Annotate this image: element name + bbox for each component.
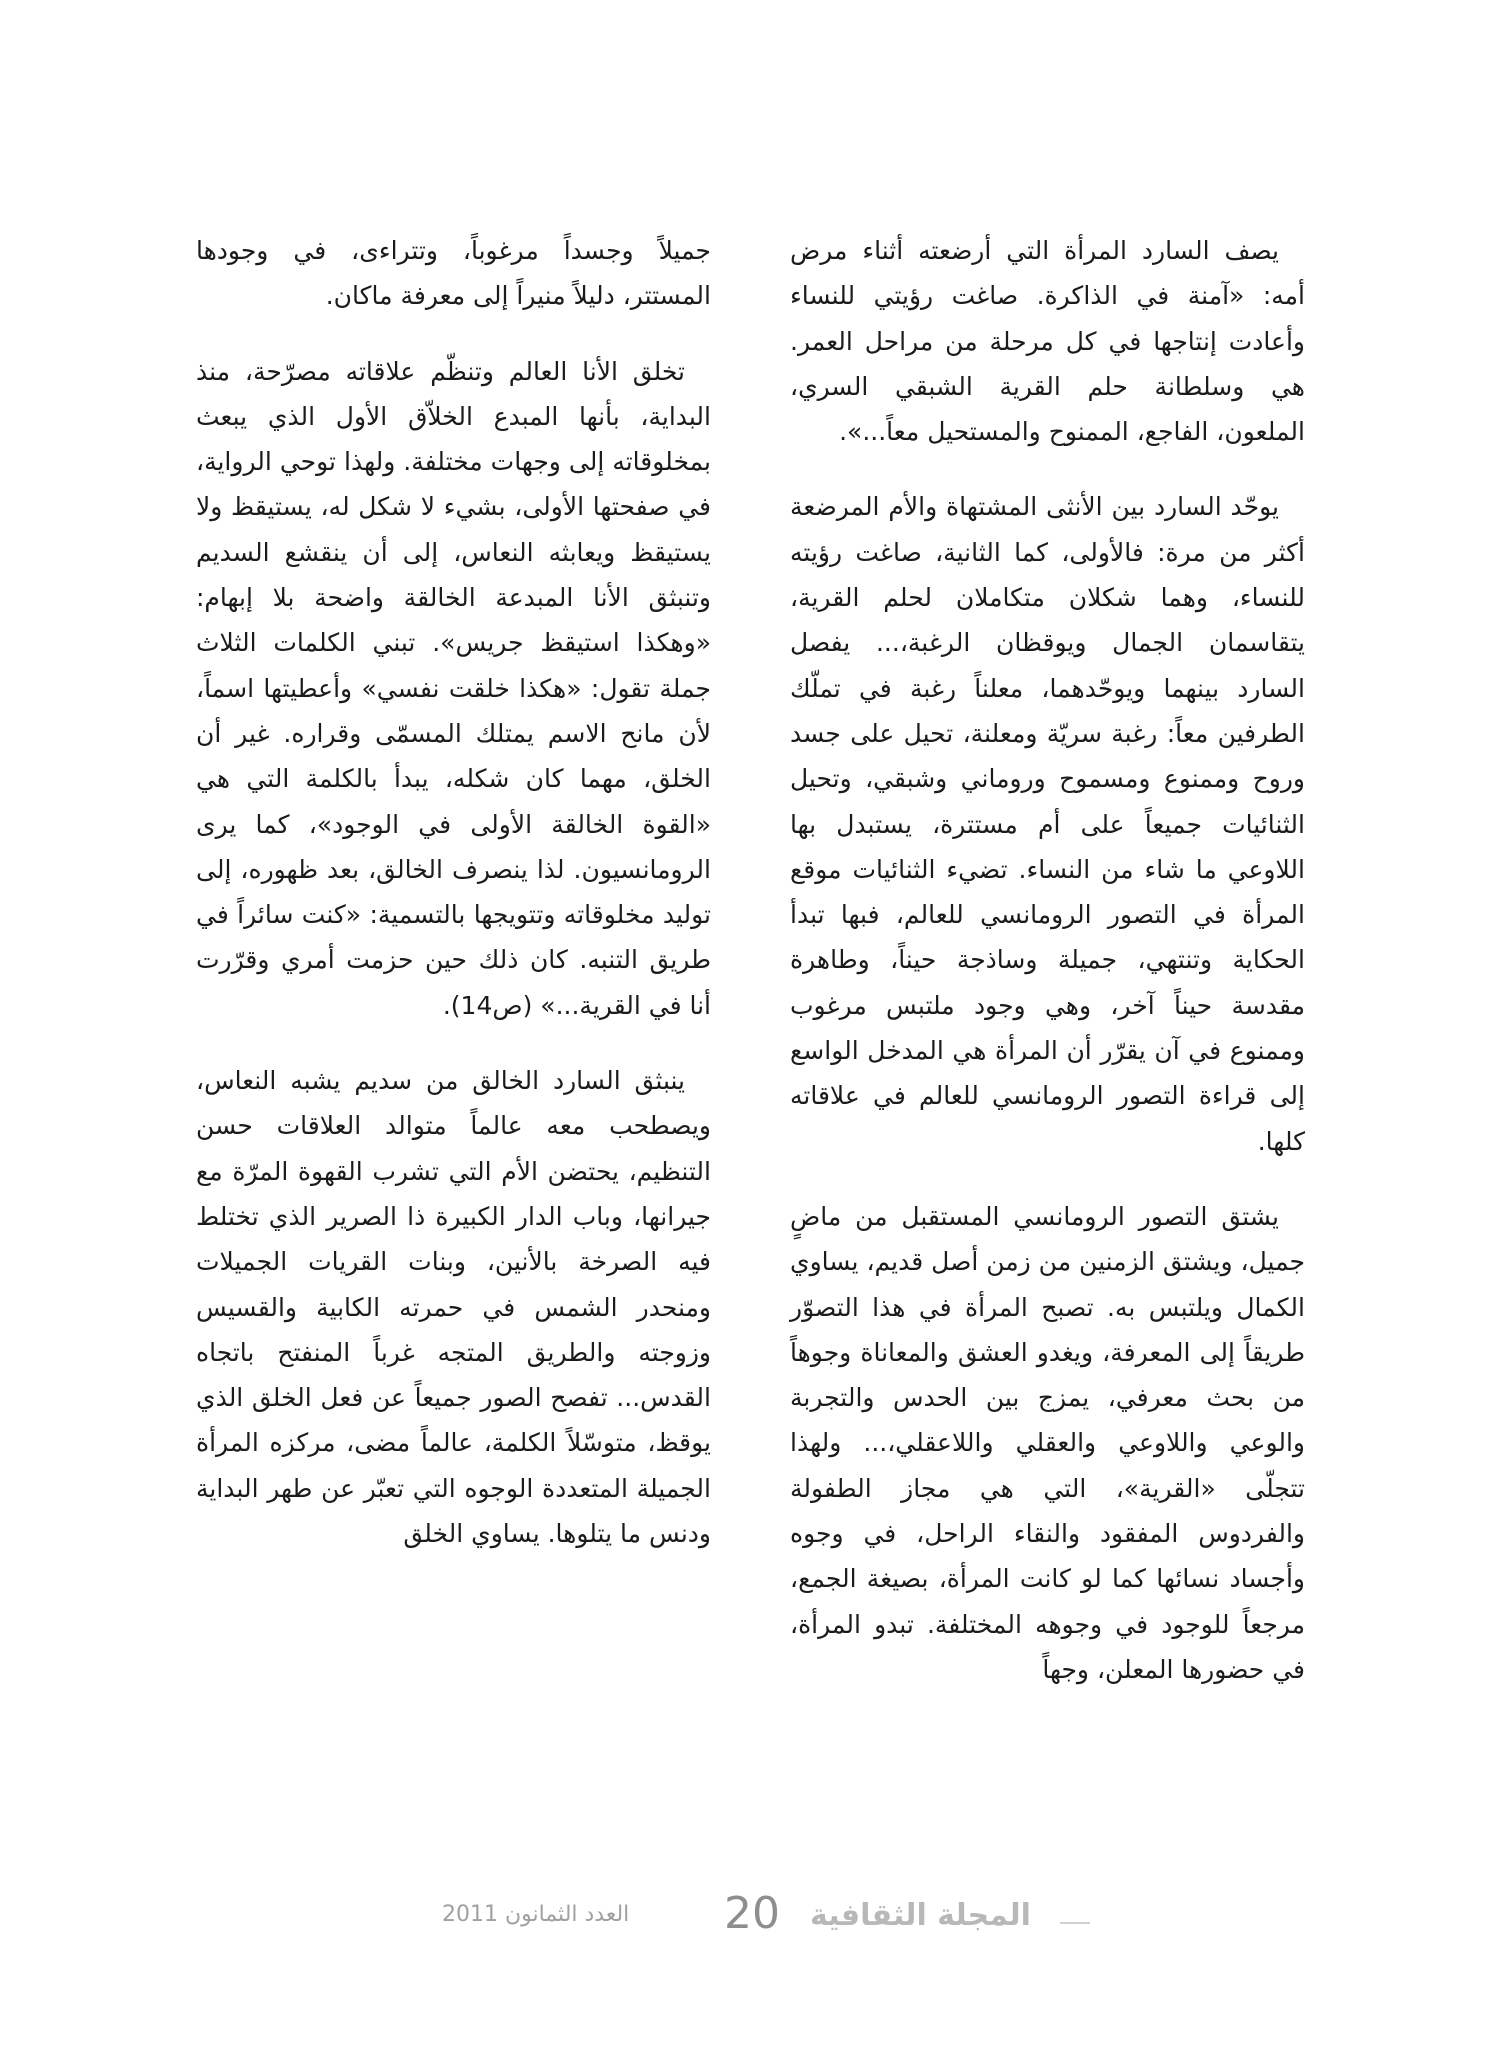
right-paragraph-2: يوحّد السارد بين الأنثى المشتهاة والأم المرضعة أكثر من مرة: فالأولى، كما الثانية، صاغت رؤيته للنساء، وهما شكلان متكاملان لحلم القرية، يتقاسمان الجمال ويوقظان الرغبة،... يفصل السارد بينهما ويوحّدهما، معلناً رغبة في تملّك الطرفين معاً: رغبة سريّة ومعلنة، تحيل على جسد وروح وممنوع ومسموح وروماني وشبقي، وتحيل الثنائيات جميعاً على أم مستترة، يستبدل بها اللاوعي ما شاء من النساء. تضيء الثنائيات موقع المرأة في التصور الرومانسي للعالم، فبها تبدأ الحكاية وتنتهي، جميلة وساذجة حيناً، وطاهرة مقدسة حيناً آخر، وهي وجود ملتبس مرغوب وممنوع في آن يقرّر أن المرأة هي المدخل الواسع إلى قراءة التصور الرومانسي للعالم في علاقاته كلها. <box>790 492 1305 1156</box>
right-paragraph-3: يشتق التصور الرومانسي المستقبل من ماضٍ جميل، ويشتق الزمنين من زمن أصل قديم، يساوي الكمال ويلتبس به. تصبح المرأة في هذا التصوّر طريقاً إلى المعرفة، ويغدو العشق والمعاناة وجوهاً من بحث معرفي، يمزج بين الحدس والتجربة والوعي واللاوعي والعقلي واللاعقلي،... ولهذا تتجلّى «القرية»، التي هي مجاز الطفولة والفردوس المفقود والنقاء الراحل، في وجوه وأجساد نسائها كما لو كانت المرأة، بصيغة الجمع، مرجعاً للوجود في وجوهه المختلفة. تبدو المرأة، في حضورها المعلن، وجهاً <box>790 1201 1305 1684</box>
footer-decoration-line <box>1060 1922 1090 1924</box>
magazine-name: المجلة الثقافية <box>810 1898 1031 1933</box>
right-text-column <box>790 228 1305 1722</box>
right-paragraph-1: يصف السارد المرأة التي أرضعته أثناء مرض أمه: «آمنة في الذاكرة. صاغت رؤيتي للنساء وأعادت إنتاجها في كل مرحلة من مراحل العمر. هي وسلطانة حلم القرية الشبقي السري، الملعون، الفاجع، الممنوح والمستحيل معاً...». <box>790 236 1305 447</box>
left-paragraph-3: ينبثق السارد الخالق من سديم يشبه النعاس، ويصطحب معه عالماً متوالد العلاقات حسن التنظيم، يحتضن الأم التي تشرب القهوة المرّة مع جيرانها، وباب الدار الكبيرة ذا الصرير الذي تختلط فيه الصرخة بالأنين، وبنات القريات الجميلات ومنحدر الشمس في حمرته الكابية والقسيس وزوجته والطريق المتجه غرباً المنفتح باتجاه القدس... تفصح الصور جميعاً عن فعل الخلق الذي يوقظ، متوسّلاً الكلمة، عالماً مضى، مركزه المرأة الجميلة المتعددة الوجوه التي تعبّر عن طهر البداية ودنس ما يتلوها. يساوي الخلق <box>196 1066 711 1549</box>
left-paragraph-1: جميلاً وجسداً مرغوباً، وتتراءى، في وجودها المستتر، دليلاً منيراً إلى معرفة ماكان. <box>196 236 711 311</box>
page-footer <box>0 1888 1497 1948</box>
left-paragraph-2: تخلق الأنا العالم وتنظّم علاقاته مصرّحة، منذ البداية، بأنها المبدع الخلاّق الأول الذي يبعث بمخلوقاته إلى وجهات مختلفة. ولهذا توحي الرواية، في صفحتها الأولى، بشيء لا شكل له، يستيقظ ولا يستيقظ ويعابثه النعاس، إلى أن ينقشع السديم وتنبثق الأنا المبدعة الخالقة واضحة بلا إبهام: «وهكذا استيقظ جريس». تبني الكلمات الثلاث جملة تقول: «هكذا خلقت نفسي» وأعطيتها اسماً، لأن مانح الاسم يمتلك المسمّى وقراره. غير أن الخلق، مهما كان شكله، يبدأ بالكلمة التي هي «القوة الخالقة الأولى في الوجود»، كما يرى الرومانسيون. لذا ينصرف الخالق، بعد ظهوره، إلى توليد مخلوقاته وتتويجها بالتسمية: «كنت سائراً في طريق التنبه. كان ذلك حين حزمت أمري وقرّرت أنا في القرية...» (ص14). <box>196 356 711 1020</box>
issue-label: العدد الثمانون 2011 <box>442 1902 630 1927</box>
page-number: 20 <box>724 1888 780 1939</box>
left-text-column <box>196 228 711 1586</box>
